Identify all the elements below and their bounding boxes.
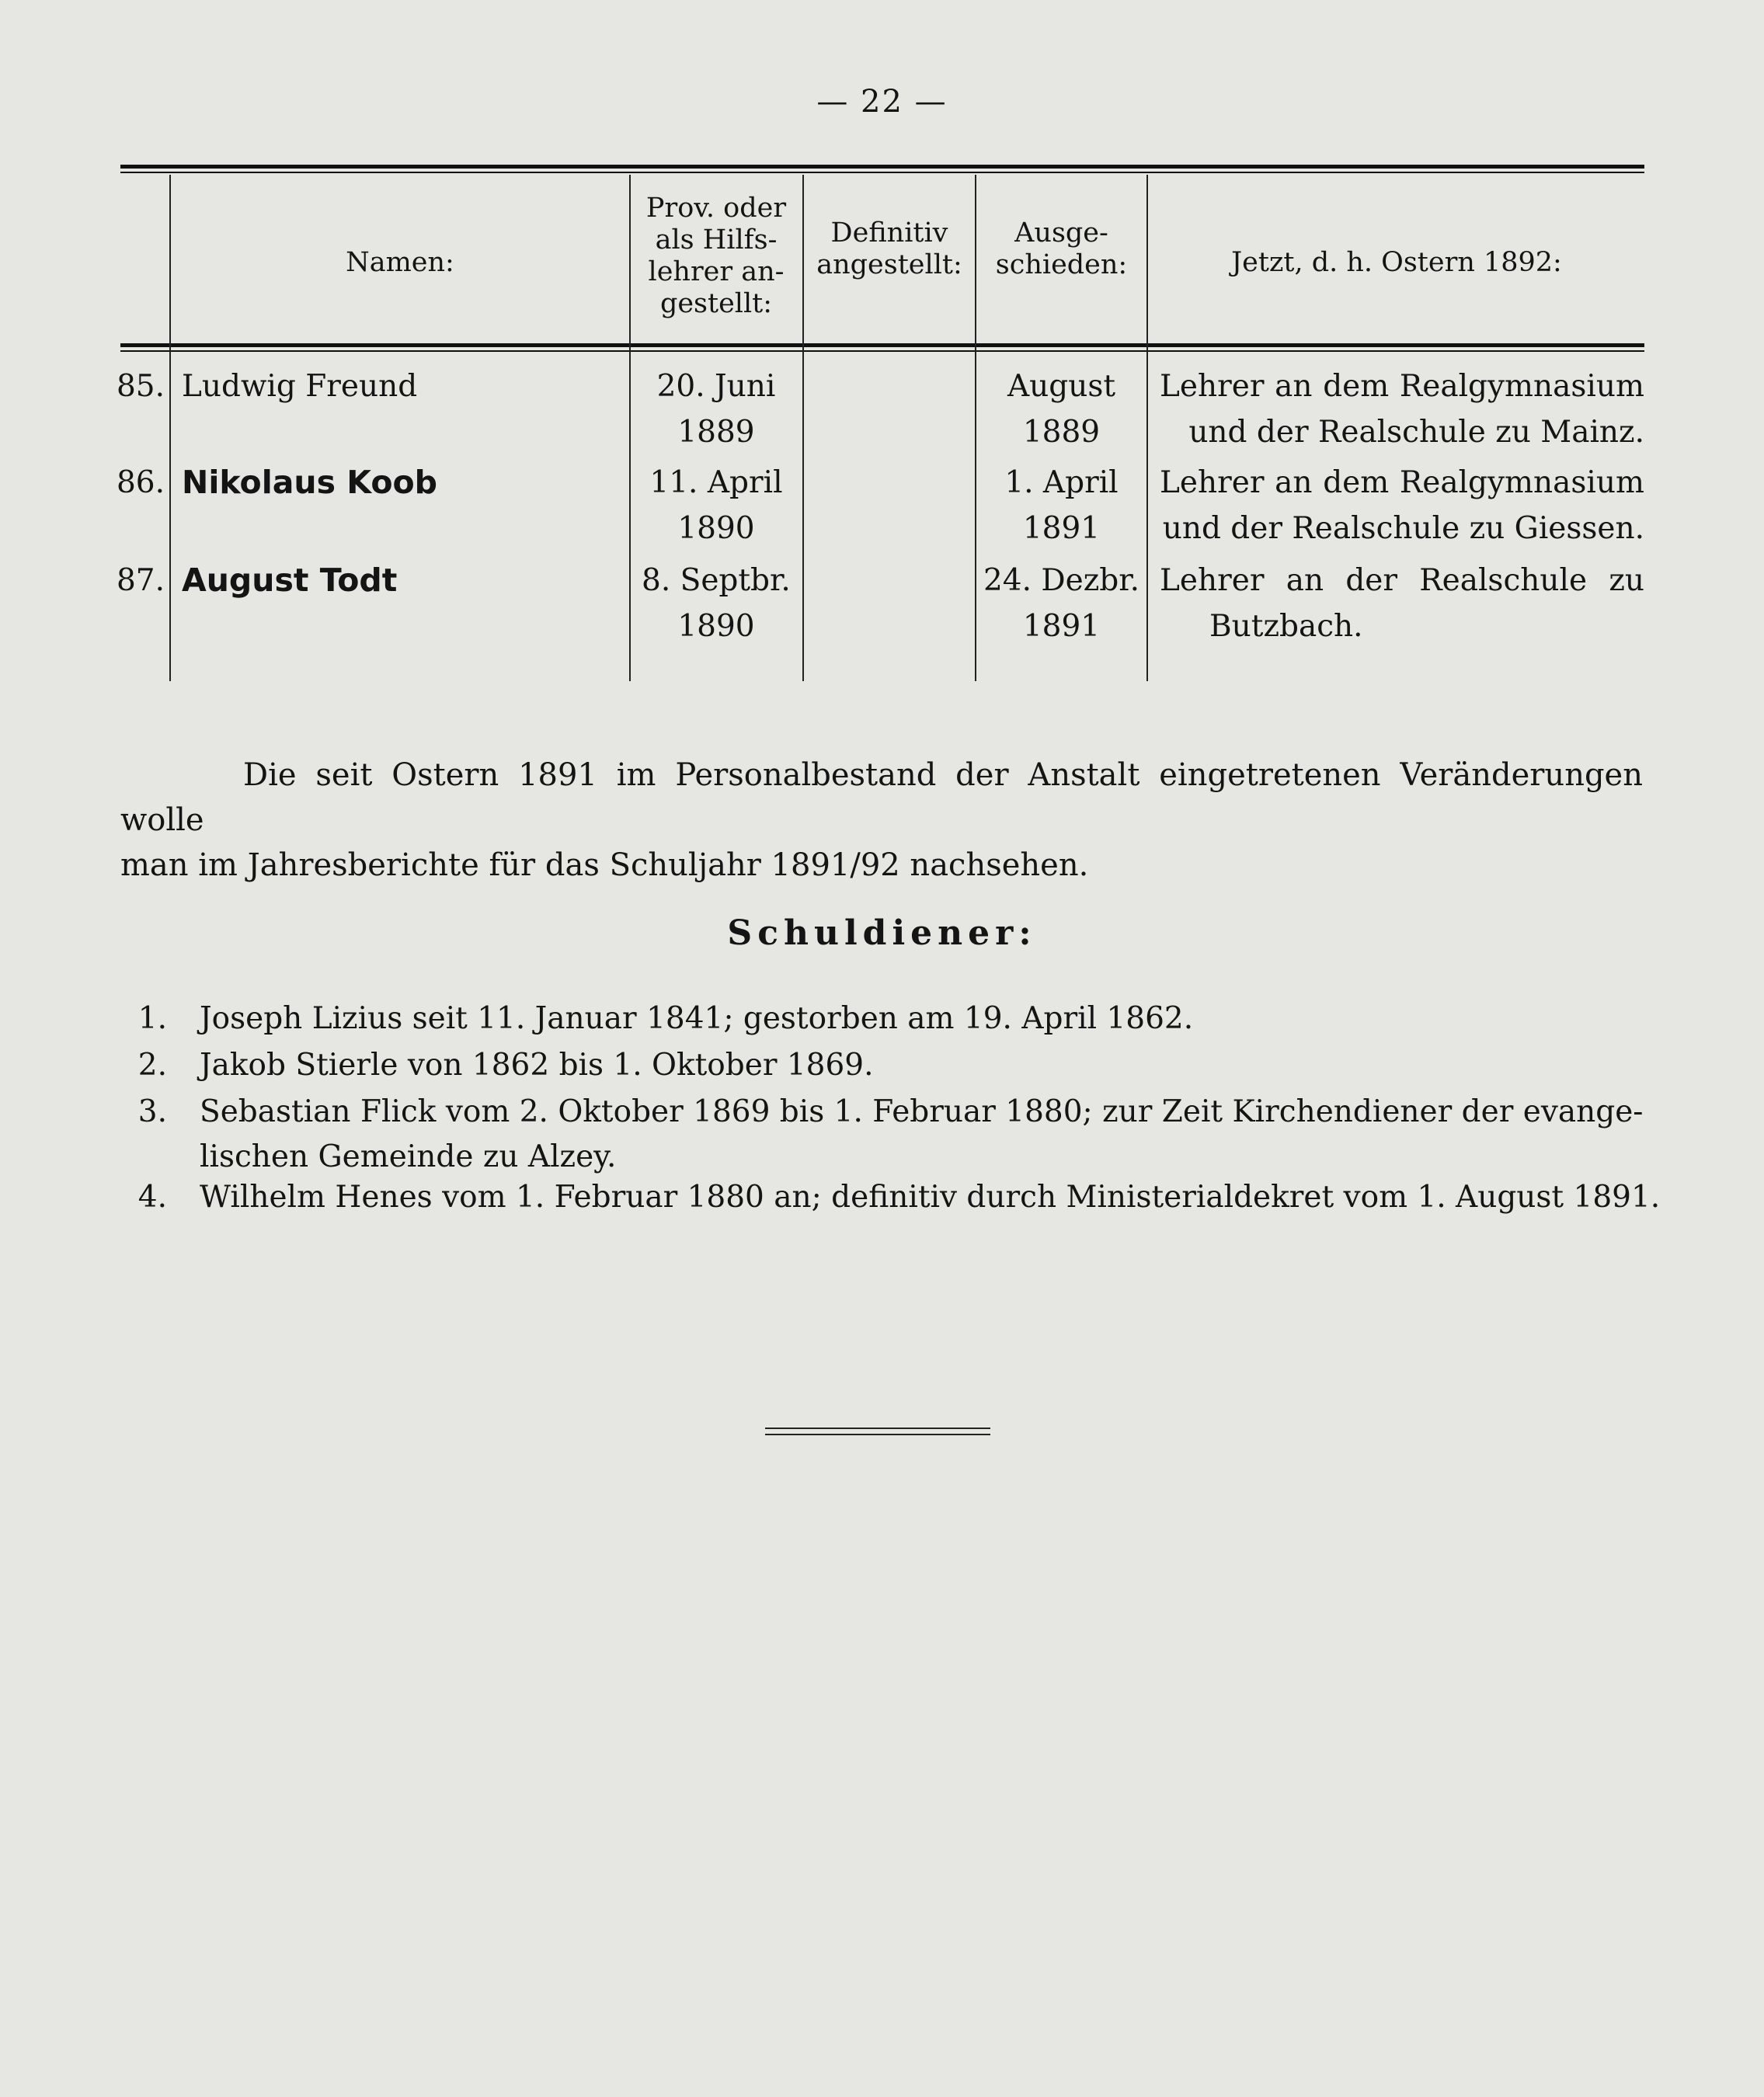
row-name: August Todt [182,562,398,599]
row-jetzt: Lehrer an dem Realgymnasium und der Realschule zu Giessen. [1160,465,1644,546]
row-number: 85. [116,369,165,404]
page-number: — 22 — [816,84,948,120]
row-jetzt: Lehrer an der Realschule zu Butzbach. [1160,563,1644,644]
header-names: Namen: [346,247,454,278]
row-number: 86. [116,465,165,500]
section-heading: Schuldiener: [727,913,1037,953]
table-top-rule-thin [120,172,1644,173]
table-top-rule [120,165,1644,169]
header-ausgeschieden: Ausge- schieden: [995,217,1128,280]
document-page: — 22 — Namen: Prov. oder als Hilfs- lehrer an- gestellt: Definitiv angestellt: Ausge- schieden: Jetzt, d. h. Ostern 1892: 85. Ludwig Freund 20. Juni 1889 August 1889 Lehrer an dem Realgymnasium und der Realschule zu Mainz. 86. Nikolaus Koob 11. April 1890 1. April 1891 Lehrer an dem Realgymnasium und der Realschule zu Giessen. 87. August Todt 8. Septbr. 1890 24. Dezbr. 1891 Lehrer an der Realschule zu Butzbach. Die seit Ostern 1891 im Personalbestand der Anstalt eingetretenen Veränderungen wolle man im Jahresberichte für das Schuljahr 1891/92 nachsehen. Schuldiener: 1. Joseph Lizius seit 11. Januar 1841; gestorben am 19. April 1862. 2. Jakob Stierle von 1862 bis 1. Oktober 1869. 3. Sebastian Flick vom 2. Oktober 1869 bis 1. Februar 1880; zur Zeit Kirchendiener der evange- lischen Gemeinde zu Alzey. 4. Wilhelm Henes vom 1. Februar 1880 an; definitiv durch Ministerialdekret vom 1. August 1891. [0,0,1764,2097]
header-prov: Prov. oder als Hilfs- lehrer an- gestellt: [645,193,787,319]
note-paragraph: Die seit Ostern 1891 im Personalbestand der Anstalt eingetretenen Veränderungen wolle man im Jahresberichte für das Schuljahr 1891/92 nachsehen. [120,757,1643,883]
row-jetzt: Lehrer an dem Realgymnasium und der Realschule zu Mainz. [1160,369,1644,450]
row-ausgeschieden: August 1889 [1007,369,1116,450]
header-jetzt: Jetzt, d. h. Ostern 1892: [1231,247,1562,278]
end-rule [765,1434,990,1435]
header-definitiv: Definitiv angestellt: [816,217,962,280]
column-divider [169,175,171,681]
row-ausgeschieden: 1. April 1891 [1004,465,1119,546]
row-prov: 20. Juni 1889 [656,369,776,450]
row-ausgeschieden: 24. Dezbr. 1891 [983,563,1140,644]
row-prov: 11. April 1890 [649,465,783,546]
end-rule [765,1428,990,1429]
row-prov: 8. Septbr. 1890 [642,563,791,644]
row-name: Nikolaus Koob [182,464,438,501]
table-header-rule [120,343,1644,347]
row-name: Ludwig Freund [182,369,418,404]
row-number: 87. [116,563,165,598]
table-header-rule-thin [120,350,1644,352]
